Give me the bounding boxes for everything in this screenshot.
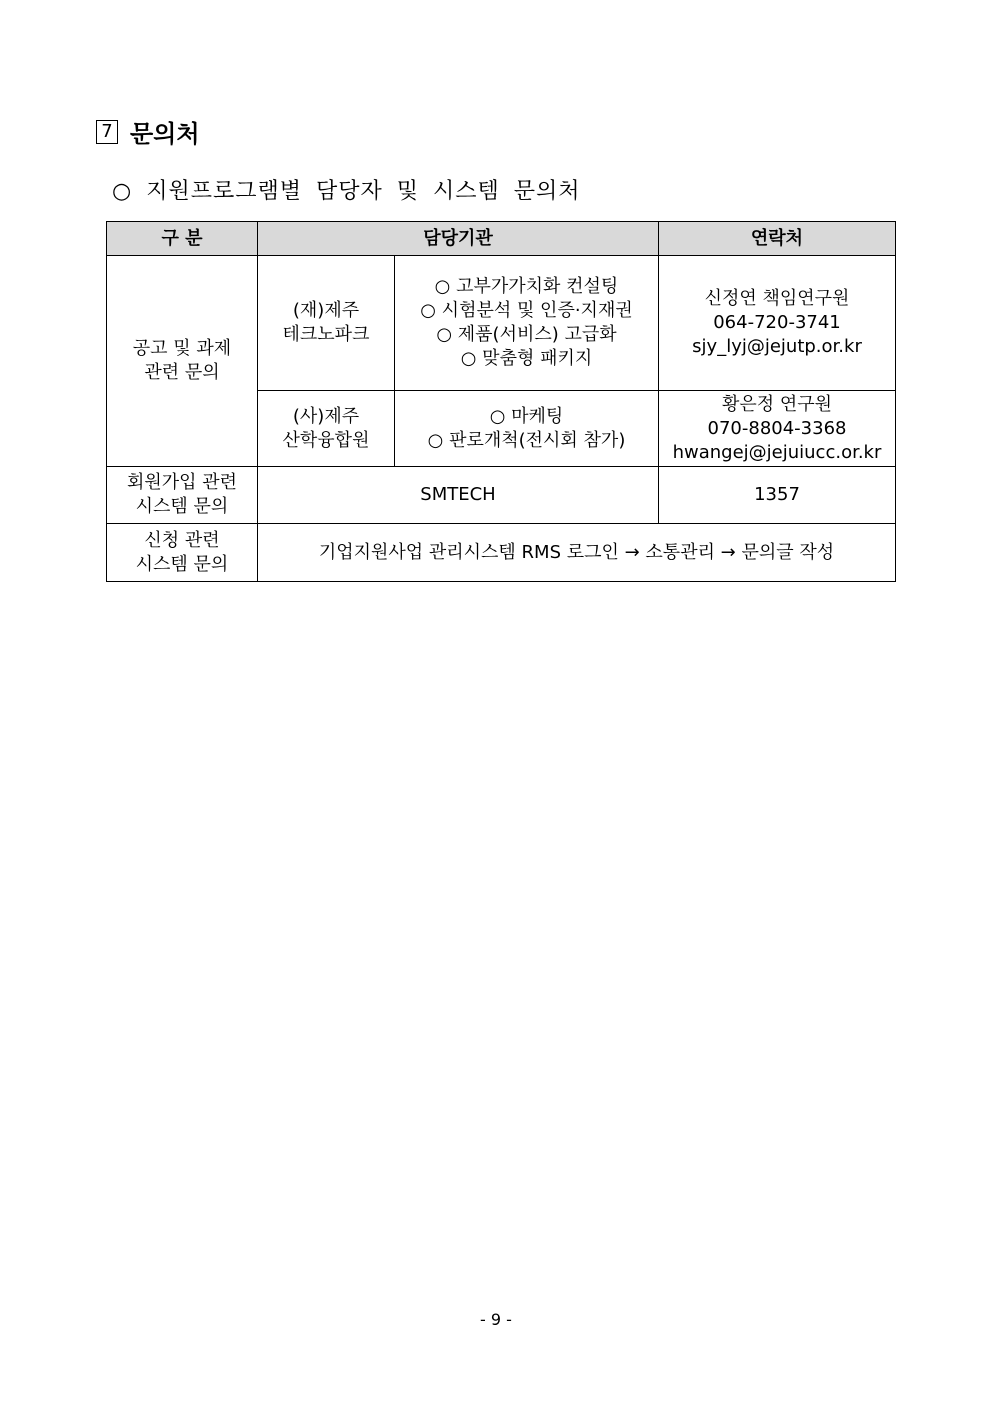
table-header-row: [107, 222, 896, 256]
service-item: ○ 판로개척(전시회 참가): [427, 429, 626, 451]
category-cell: [107, 467, 258, 524]
contact-cell: [659, 256, 896, 391]
services-cell: [395, 391, 659, 467]
contact-email: sjy_lyj@jejutp.or.kr: [692, 336, 862, 357]
services-cell: [395, 256, 659, 391]
service-item: ○ 제품(서비스) 고급화: [436, 324, 617, 345]
category-line: 신청 관련: [144, 529, 220, 551]
contact-cell: [659, 391, 896, 467]
section-heading: [96, 114, 200, 149]
service-item: ○ 고부가가치화 컨설팅: [434, 276, 619, 297]
section-number-box: 7: [96, 120, 118, 144]
table-row: [107, 467, 896, 524]
category-line: 시스템 문의: [135, 496, 229, 517]
table-row: [107, 524, 896, 582]
category-line: 회원가입 관련: [126, 472, 238, 493]
contact-table: [106, 221, 896, 582]
category-line: 시스템 문의: [135, 553, 229, 575]
application-instruction: 기업지원사업 관리시스템 RMS 로그인 → 소통관리 → 문의글 작성: [258, 524, 896, 582]
service-item: ○ 시험분석 및 인증·지재권: [420, 300, 633, 321]
org-name-line: (재)제주: [292, 300, 360, 321]
org-name-line: (사)제주: [292, 405, 360, 427]
contact-person: 황은정 연구원: [721, 393, 833, 415]
category-line: 관련 문의: [144, 362, 220, 383]
page-number: - 9 -: [480, 1310, 512, 1329]
contact-person: 신정연 책임연구원: [704, 288, 850, 309]
org-name-line: 테크노파크: [282, 324, 370, 345]
org-name-cell: [258, 256, 395, 391]
service-item: ○ 맞춤형 패키지: [460, 348, 593, 369]
subtitle: ○ 지원프로그램별 담당자 및 시스템 문의처: [112, 179, 581, 204]
table-row: [107, 256, 896, 391]
header-organization: 담당기관: [258, 222, 659, 256]
service-item: ○ 마케팅: [489, 405, 564, 427]
contact-phone: 070-8804-3368: [707, 417, 847, 439]
contact-email: hwangej@jejuiucc.or.kr: [672, 441, 882, 463]
org-name-cell: [258, 391, 395, 467]
org-name-line: 산학융합원: [282, 429, 370, 451]
category-cell: [107, 256, 258, 467]
category-cell: [107, 524, 258, 582]
org-name-cell: SMTECH: [258, 467, 659, 524]
header-contact: 연락처: [659, 222, 896, 256]
contact-cell: 1357: [659, 467, 896, 524]
category-line: 공고 및 과제: [132, 338, 232, 359]
contact-phone: 064-720-3741: [713, 312, 841, 333]
header-category: 구 분: [107, 222, 258, 256]
section-title: 문의처: [130, 120, 200, 148]
